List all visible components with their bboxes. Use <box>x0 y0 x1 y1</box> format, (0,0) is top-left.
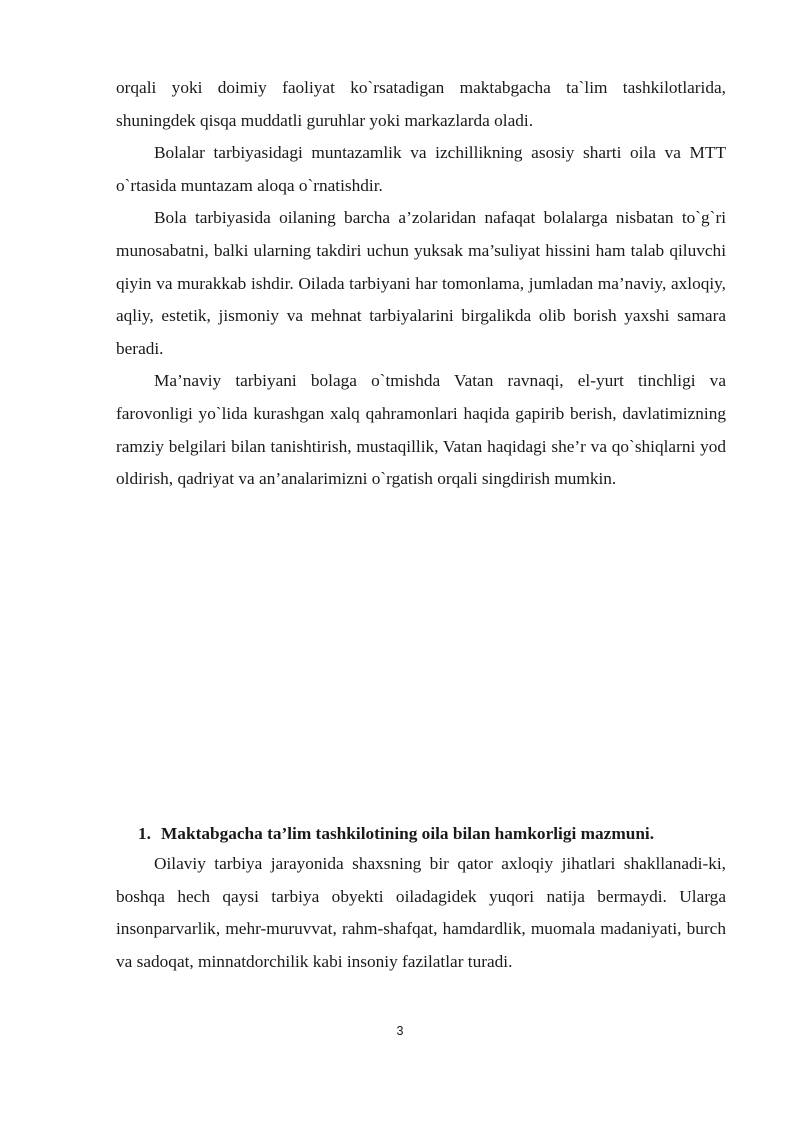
paragraph-family-role: Bola tarbiyasida oilaning barcha a’zolaridan nafaqat bolalarga nisbatan to`g`ri munosabatni, balki ularning takdiri uchun yuksak ma’suliyat hissini ham talab qiluvchi qiyin va murakkab ishdir. Oilada tarbiyani har tomonlama, jumladan ma’naviy, axloqiy, aqliy, estetik, jismoniy va mehnat tarbiyalarini birgalikda olib borish yaxshi samara beradi. <box>116 208 726 358</box>
paragraph-spiritual-education: Ma’naviy tarbiyani bolaga o`tmishda Vatan ravnaqi, el-yurt tinchligi va farovonligi yo`lida kurashgan xalq qahramonlari haqida gapirib berish, davlatimizning ramziy belgilari bilan tanishtirish, mustaqillik, Vatan haqidagi she’r va qo`shiqlarni yod oldirish, qadriyat va an’analarimizni o`rgatish orqali singdirish mumkin. <box>116 371 726 489</box>
body-text-top <box>116 72 726 496</box>
section-heading <box>138 819 654 849</box>
paragraph-regularity: Bolalar tarbiyasidagi muntazamlik va izchillikning asosiy sharti oila va MTT o`rtasida muntazam aloqa o`rnatishdir. <box>116 143 726 195</box>
section-title: Maktabgacha ta’lim tashkilotining oila bilan hamkorligi mazmuni. <box>161 824 655 843</box>
paragraph-continuation: orqali yoki doimiy faoliyat ko`rsatadigan maktabgacha ta`lim tashkilotlarida, shuningdek qisqa muddatli guruhlar yoki markazlarda oladi. <box>116 78 726 130</box>
body-text-bottom <box>116 848 726 978</box>
page-number: 3 <box>396 1024 404 1038</box>
paragraph-family-upbringing: Oilaviy tarbiya jarayonida shaxsning bir qator axloqiy jihatlari shakllanadi-ki, boshqa hech qaysi tarbiya obyekti oiladagidek yuqori natija bermaydi. Ularga insonparvarlik, mehr-muruvvat, rahm-shafqat, hamdardlik, muomala madaniyati, burch va sadoqat, minnatdorchilik kabi insoniy fazilatlar turadi. <box>116 854 726 971</box>
section-number: 1. <box>138 824 151 843</box>
